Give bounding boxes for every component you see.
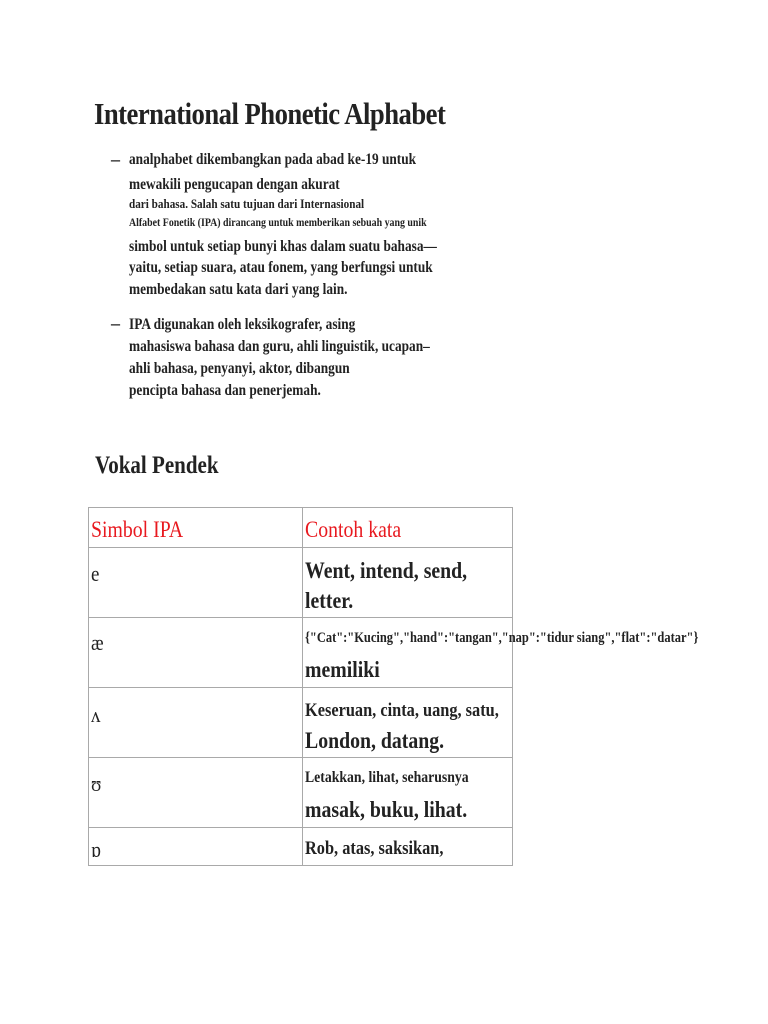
symbol-cell (89, 688, 303, 758)
bullet-2-line-3: ahli bahasa, penyanyi, aktor, dibangun (129, 360, 350, 377)
table-header-row (89, 508, 513, 548)
page-title: International Phonetic Alphabet (94, 96, 446, 131)
ipa-symbol: ʌ (91, 702, 101, 727)
example-text: {"Cat":"Kucing","hand":"tangan","nap":"tidur siang","flat":"datar"} (305, 630, 699, 646)
example-text: Letakkan, lihat, seharusnya (305, 769, 469, 786)
example-cell (303, 548, 513, 618)
ipa-symbol: ʊ (91, 771, 102, 796)
table-header-cell (303, 508, 513, 548)
symbol-cell (89, 828, 303, 866)
example-text: Keseruan, cinta, uang, satu, (305, 700, 499, 721)
example-text: masak, buku, lihat. (305, 797, 468, 822)
table-row (89, 618, 513, 688)
example-text: memiliki (305, 657, 380, 682)
bullet-1-line-3: dari bahasa. Salah satu tujuan dari Internasional (129, 196, 365, 211)
example-cell (303, 828, 513, 866)
vowel-table (88, 507, 699, 866)
section-heading: Vokal Pendek (95, 452, 219, 479)
symbol-cell (89, 548, 303, 618)
ipa-symbol: æ (91, 630, 104, 655)
header-example: Contoh kata (305, 517, 402, 542)
symbol-cell (89, 618, 303, 688)
symbol-cell (89, 758, 303, 828)
bullet-1-line-6: yaitu, setiap suara, atau fonem, yang berfungsi untuk (129, 259, 433, 276)
table-header-cell (89, 508, 303, 548)
bullet-1-line-2: mewakili pengucapan dengan akurat (129, 176, 340, 193)
bullet-2-line-4: pencipta bahasa dan penerjemah. (129, 382, 321, 399)
bullet-2-line-2: mahasiswa bahasa dan guru, ahli linguistik, ucapan– (129, 338, 430, 355)
ipa-symbol: ɒ (91, 837, 101, 862)
ipa-symbol: e (91, 561, 100, 586)
example-cell (303, 618, 699, 688)
table-row (89, 758, 513, 828)
bullet-2-line-1: IPA digunakan oleh leksikografer, asing (129, 316, 356, 333)
bullet-1-line-1: analphabet dikembangkan pada abad ke-19 untuk (129, 151, 417, 168)
header-symbol: Simbol IPA (91, 517, 184, 542)
example-cell (303, 758, 513, 828)
bullet-dash: – (111, 313, 120, 333)
bullet-dash: – (111, 149, 120, 169)
example-text: letter. (305, 588, 354, 613)
table-row (89, 828, 513, 866)
table-row (89, 688, 513, 758)
bullet-1-line-5: simbol untuk setiap bunyi khas dalam suatu bahasa— (129, 238, 437, 255)
example-text: Went, intend, send, (305, 558, 468, 583)
bullet-1-line-4: Alfabet Fonetik (IPA) dirancang untuk memberikan sebuah yang unik (129, 217, 427, 229)
example-cell (303, 688, 513, 758)
example-text: Rob, atas, saksikan, (305, 838, 444, 859)
table-row (89, 548, 513, 618)
bullet-1-line-7: membedakan satu kata dari yang lain. (129, 281, 348, 298)
example-text: London, datang. (305, 728, 445, 753)
